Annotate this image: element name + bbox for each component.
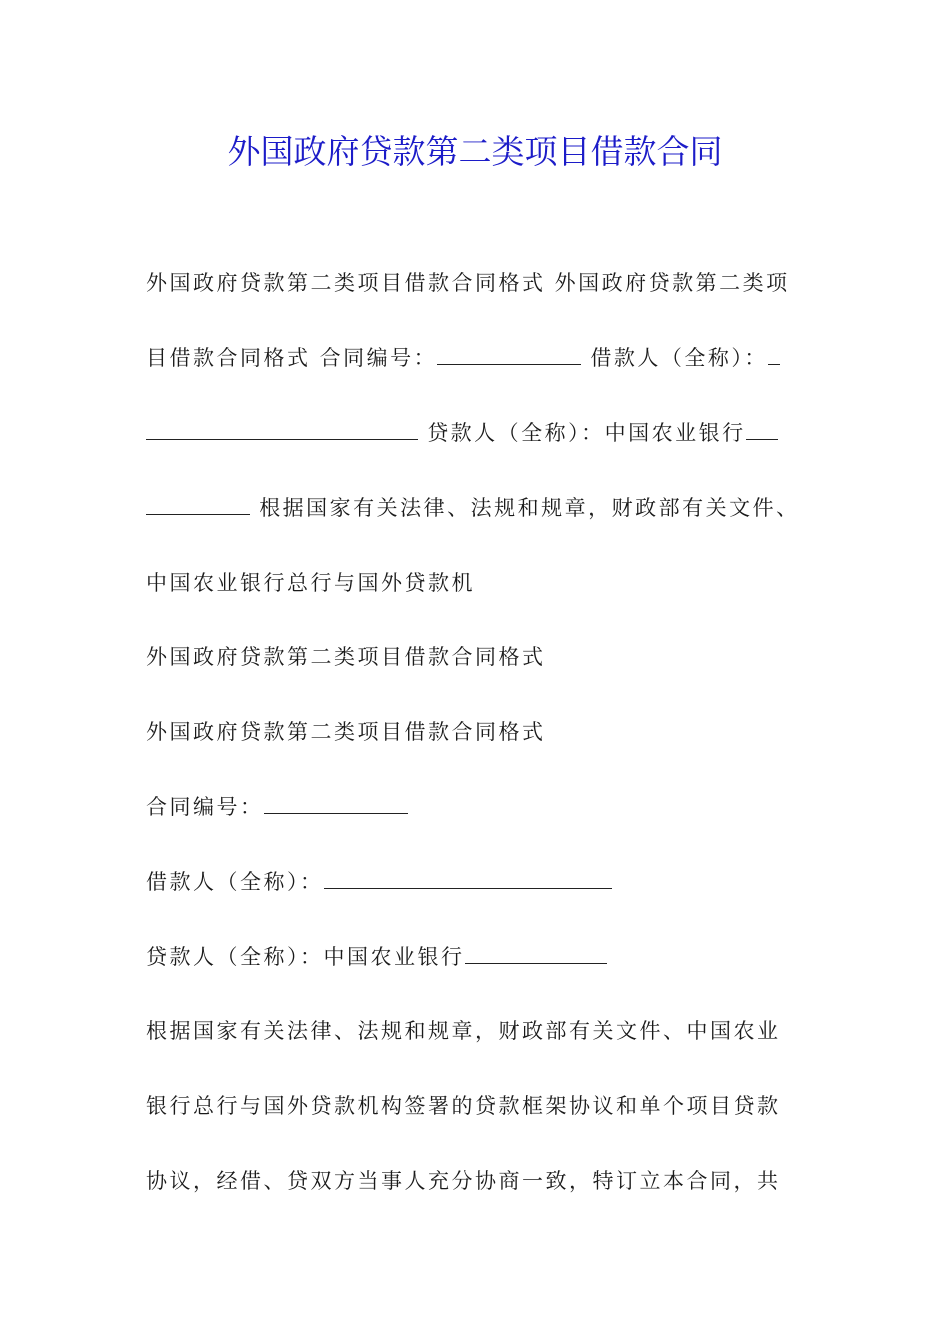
body-line-1 xyxy=(146,268,816,298)
borrower-line xyxy=(146,867,816,897)
body-text: 银行总行与国外贷款机构签署的贷款框架协议和单个项目贷款 xyxy=(146,1094,781,1118)
body-line-3 xyxy=(146,418,816,448)
body-text: 外国政府贷款第二类项目借款合同格式 外国政府贷款第二类项 xyxy=(146,271,790,295)
body-text: 根据国家有关法律、法规和规章，财政部有关文件、 xyxy=(259,496,800,520)
body-text: 借款人（全称）： xyxy=(590,346,768,370)
borrower-label: 借款人（全称）： xyxy=(146,870,324,894)
contract-number-label: 合同编号： xyxy=(146,795,264,819)
body-text: 外国政府贷款第二类项目借款合同格式 xyxy=(146,645,546,669)
body-line-5 xyxy=(146,568,816,598)
body-line-2 xyxy=(146,343,816,373)
body-line-7 xyxy=(146,717,816,747)
body-text: 协议，经借、贷双方当事人充分协商一致，特订立本合同，共 xyxy=(146,1169,781,1193)
body-line-4 xyxy=(146,493,816,523)
body-line-12 xyxy=(146,1091,816,1121)
lender-label: 贷款人（全称）：中国农业银行 xyxy=(146,945,465,969)
fill-in-blank xyxy=(768,344,780,365)
fill-in-blank xyxy=(146,494,250,515)
body-text: 贷款人（全称）：中国农业银行 xyxy=(427,421,746,445)
body-text: 中国农业银行总行与国外贷款机 xyxy=(146,571,475,595)
fill-in-blank xyxy=(746,419,778,440)
document-title: 外国政府贷款第二类项目借款合同 xyxy=(227,132,723,171)
fill-in-blank xyxy=(437,344,581,365)
fill-in-blank xyxy=(324,868,612,889)
fill-in-blank xyxy=(146,419,418,440)
contract-number-line xyxy=(146,792,816,822)
body-line-11 xyxy=(146,1016,816,1046)
lender-line xyxy=(146,942,816,972)
body-text: 外国政府贷款第二类项目借款合同格式 xyxy=(146,720,546,744)
fill-in-blank xyxy=(264,793,408,814)
fill-in-blank xyxy=(465,943,607,964)
body-line-6 xyxy=(146,642,816,672)
body-line-13 xyxy=(146,1166,816,1196)
body-text: 目借款合同格式 合同编号： xyxy=(146,346,438,370)
body-text: 根据国家有关法律、法规和规章，财政部有关文件、中国农业 xyxy=(146,1019,781,1043)
